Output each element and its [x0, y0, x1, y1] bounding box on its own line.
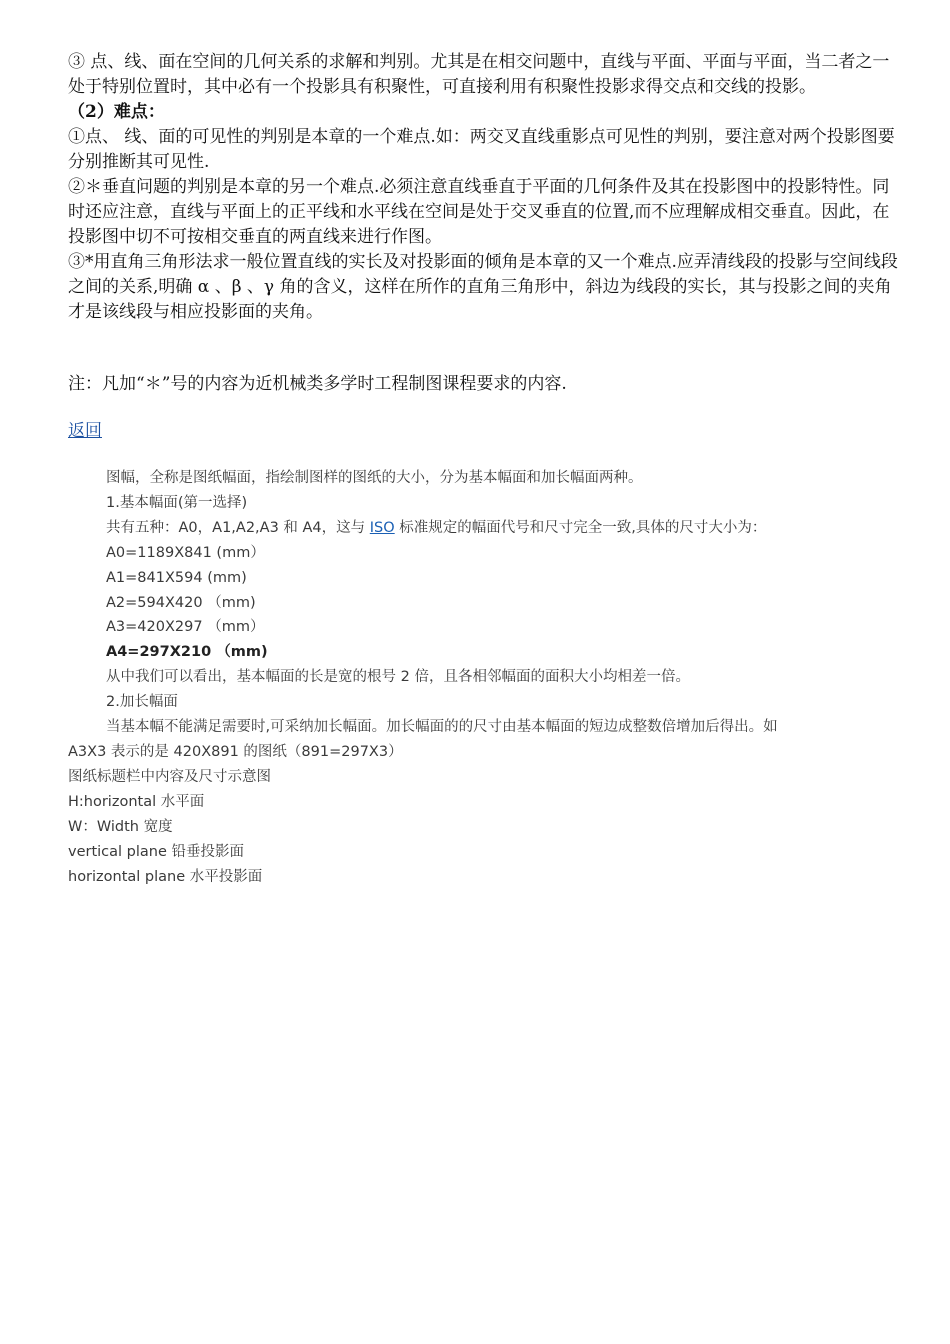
intro-text: 图幅，全称是图纸幅面，指绘制图样的图纸的大小，分为基本幅面和加长幅面两种。: [106, 470, 643, 486]
extended-size-title: 2.加长幅面: [106, 694, 178, 711]
back-link[interactable]: 返回: [68, 421, 102, 441]
five-sizes-text: [68, 516, 898, 541]
size-a1: A1=841X594 (mm): [106, 569, 247, 586]
note-text: 注：凡加“＊”号的内容为近机械类多学时工程制图课程要求的内容.: [68, 374, 567, 394]
basic-size-title: 1.基本幅面(第一选择): [106, 494, 248, 511]
iso-link[interactable]: ISO: [369, 519, 395, 536]
definition-h: H:horizontal 水平面: [68, 793, 205, 810]
conclusion-text: 从中我们可以看出，基本幅面的长是宽的根号 2 倍，且各相邻幅面的面积大小均相差一倍。: [106, 669, 690, 686]
paragraph-intersection: ③ 点、线、面在空间的几何关系的求解和判别。尤其是在相交问题中，直线与平面、平面与平面，当二者之一处于特别位置时，其中必有一个投影具有积聚性，可直接利用有积聚性投影求得交点和交线的投影。: [68, 52, 890, 97]
definition-vertical-plane: vertical plane 铅垂投影面: [68, 843, 245, 860]
section-heading-difficulties: （2）难点：: [68, 102, 165, 122]
definition-w: W：Width 宽度: [68, 818, 173, 835]
size-a0: A0=1189X841 (mm）: [106, 544, 265, 561]
paragraph-visibility: ①点、 线、面的可见性的判别是本章的一个难点.如：两交叉直线重影点可见性的判别，要注意对两个投影图要分别推断其可见性.: [68, 127, 895, 172]
difficulty-section: [68, 50, 906, 325]
size-a4: A4=297X210 （mm): [106, 644, 268, 661]
extended-size-desc: 当基本幅不能满足需要时,可采纳加长幅面。加长幅面的的尺寸由基本幅面的短边成整数倍增加后得出。如: [106, 719, 778, 736]
paragraph-perpendicular: ②＊垂直问题的判别是本章的另一个难点.必须注意直线垂直于平面的几何条件及其在投影图中的投影特性。同时还应注意，直线与平面上的正平线和水平线在空间是处于交叉垂直的位置,而不应理解成相交垂直。因此，在投影图中切不可按相交垂直的两直线来进行作图。: [68, 177, 890, 247]
paragraph-right-triangle: ③*用直角三角形法求一般位置直线的实长及对投影面的倾角是本章的又一个难点.应弄清线段的投影与空间线段之间的关系,明确 α 、β 、γ 角的含义，这样在所作的直角三角形中，斜边为线段的实长，其与投影之间的夹角才是该线段与相应投影面的夹角。: [68, 252, 898, 322]
extended-size-example: A3X3 表示的是 420X891 的图纸（891=297X3）: [68, 743, 403, 760]
five-sizes-after: 标准规定的幅面代号和尺寸完全一致,具体的尺寸大小为：: [394, 519, 767, 536]
five-sizes-before: 共有五种：A0，A1,A2,A3 和 A4，这与: [106, 519, 370, 536]
paper-size-section: [68, 466, 898, 889]
size-a2: A2=594X420 （mm): [106, 594, 256, 611]
size-a3: A3=420X297 （mm）: [106, 619, 265, 636]
definition-horizontal-plane: horizontal plane 水平投影面: [68, 868, 263, 885]
title-block-caption: 图纸标题栏中内容及尺寸示意图: [68, 768, 271, 785]
